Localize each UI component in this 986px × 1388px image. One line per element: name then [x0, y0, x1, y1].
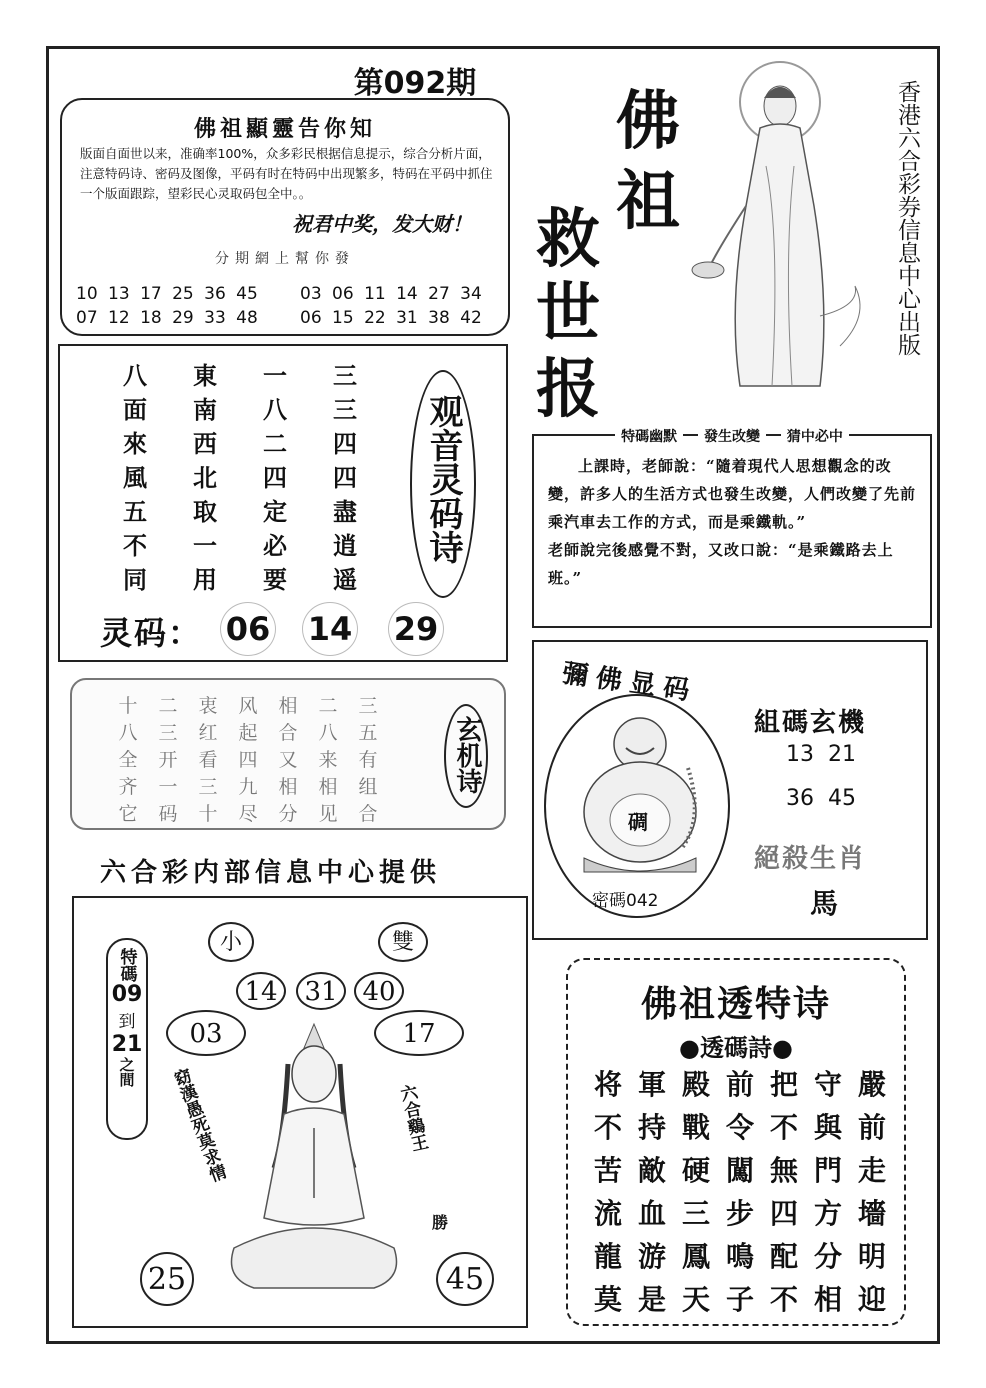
poem-char: 南 [193, 395, 217, 424]
tou-te-char: 步 [725, 1197, 754, 1230]
tou-te-char: 守 [813, 1068, 842, 1101]
guanyin-seated-illustration [214, 1018, 414, 1308]
tou-te-char: 嚴 [857, 1068, 886, 1101]
poem-char: 四 [333, 429, 357, 458]
poem-char: 不 [123, 531, 147, 560]
xuanji-char: 风 [238, 695, 258, 717]
tou-te-char: 是 [637, 1283, 666, 1316]
poem-char: 盡 [333, 497, 357, 526]
xuanji-char: 三 [198, 776, 218, 798]
tou-te-char: 天 [681, 1283, 710, 1316]
tou-te-char: 持 [637, 1111, 666, 1144]
tou-te-char: 明 [857, 1240, 886, 1273]
title-char-2: 祖 [616, 164, 680, 239]
combo-row-2: 36 45 [786, 786, 856, 811]
xuanji-scroll [70, 678, 506, 830]
combo-row-1: 13 21 [786, 742, 856, 767]
notice-subtitle: 分期網上幫你發 [215, 251, 355, 267]
xuanji-char: 全 [118, 749, 138, 771]
tou-te-char: 血 [637, 1197, 666, 1230]
title-char-3: 救 [536, 202, 600, 277]
top-number-2: 31 [296, 972, 346, 1010]
tou-te-char: 配 [769, 1240, 798, 1273]
tou-te-char: 闖 [725, 1154, 754, 1187]
poem-char: 來 [123, 429, 147, 458]
joke-header-left: 特碼幽默 [615, 429, 683, 445]
xuanji-char: 相 [278, 776, 298, 798]
number-row-2-left: 07 12 18 29 33 48 [76, 308, 258, 328]
tou-te-char: 相 [813, 1283, 842, 1316]
poem-char: 八 [123, 361, 147, 390]
poem-char: 遥 [333, 565, 357, 594]
xuanji-char: 它 [118, 803, 138, 825]
number-row-1-left: 10 13 17 25 36 45 [76, 284, 258, 304]
tou-te-char: 不 [769, 1111, 798, 1144]
tou-te-title: 佛祖透特诗 [640, 983, 831, 1025]
xuanji-char: 二 [158, 695, 178, 717]
combo-title: 組碼玄機 [754, 708, 867, 738]
xuanji-char: 分 [278, 803, 298, 825]
notice-wish: 祝君中奖，发大财！ [292, 212, 472, 236]
buddha-arc-label: 彌佛显码 [560, 658, 700, 708]
poem-char: 一 [263, 361, 287, 390]
xuanji-label: 玄机诗 [452, 716, 482, 794]
number-row-1-right: 03 06 11 14 27 34 [300, 284, 482, 304]
poem-char: 一 [193, 531, 217, 560]
poem-char: 五 [123, 497, 147, 526]
joke-body [548, 452, 922, 592]
xuanji-char: 起 [238, 722, 258, 744]
title-char-5: 报 [536, 352, 600, 427]
xuanji-char: 有 [358, 749, 378, 771]
tou-te-char: 前 [725, 1068, 754, 1101]
guanyin-poem-box [58, 344, 508, 662]
xuanji-char: 相 [278, 695, 298, 717]
poem-char: 四 [263, 463, 287, 492]
tou-te-grid [586, 1068, 894, 1317]
tou-te-char: 殿 [681, 1068, 710, 1101]
tou-te-char: 敵 [637, 1154, 666, 1187]
left-number: 03 [166, 1010, 246, 1056]
xuanji-char: 红 [198, 722, 218, 744]
xuanji-char: 四 [238, 749, 258, 771]
tou-te-char: 不 [593, 1111, 622, 1144]
tou-te-subtitle: ●透碼詩● [679, 1033, 793, 1062]
badge-double: 雙 [378, 922, 428, 962]
poem-char: 取 [193, 497, 217, 526]
range-card-end: 之間 [117, 1057, 136, 1087]
xuanji-char: 齐 [118, 776, 138, 798]
tou-te-poem-box [566, 958, 906, 1326]
poem-char: 風 [123, 463, 147, 492]
right-number: 17 [374, 1010, 464, 1056]
kill-zodiac-value: 馬 [810, 887, 839, 920]
tou-te-char: 令 [725, 1111, 754, 1144]
laughing-buddha-illustration [570, 708, 710, 878]
top-number-1: 14 [236, 972, 286, 1010]
tou-te-char: 迎 [857, 1283, 886, 1316]
tou-te-char: 不 [769, 1283, 798, 1316]
tou-te-char: 軍 [637, 1068, 666, 1101]
xuanji-char: 九 [238, 776, 258, 798]
tou-te-char: 游 [637, 1240, 666, 1273]
xuanji-char: 合 [358, 803, 378, 825]
joke-header-right: 猜中必中 [781, 429, 849, 445]
joke-header [534, 426, 930, 446]
tou-te-char: 門 [813, 1154, 842, 1187]
xuanji-char: 八 [118, 722, 138, 744]
buddha-box [532, 640, 928, 940]
top-number-3: 40 [354, 972, 404, 1010]
special-range-card [106, 938, 148, 1140]
poem-char: 逍 [333, 531, 357, 560]
xuanji-char: 又 [278, 749, 298, 771]
right-verse: 六合鷄王 [395, 1082, 429, 1154]
xuanji-char: 组 [358, 776, 378, 798]
title-char-4: 世 [536, 276, 600, 351]
xuanji-char: 三 [158, 722, 178, 744]
xuanji-char: 十 [118, 695, 138, 717]
notice-box [60, 98, 510, 336]
xuanji-char: 合 [278, 722, 298, 744]
buddha-belly-char: 碉 [628, 810, 648, 834]
tou-te-char: 把 [769, 1068, 798, 1101]
poem-label: 观音灵码诗 [423, 394, 463, 564]
xuanji-char: 一 [158, 776, 178, 798]
publisher-text: 香港六合彩券信息中心出版 [894, 80, 920, 356]
poem-char: 定 [263, 497, 287, 526]
poem-char: 同 [123, 565, 147, 594]
joke-header-mid: 發生改變 [698, 429, 766, 445]
range-card-mid: 到 [118, 1012, 136, 1032]
joke-box [532, 429, 932, 628]
tou-te-char: 戰 [681, 1111, 710, 1144]
xuanji-char: 十 [198, 803, 218, 825]
tou-te-char: 硬 [681, 1154, 710, 1187]
tou-te-char: 方 [813, 1197, 842, 1230]
tou-te-char: 流 [593, 1197, 622, 1230]
xuanji-label-oval [444, 704, 488, 808]
poem-char: 面 [123, 395, 147, 424]
tou-te-char: 鳴 [725, 1240, 754, 1273]
poem-label-oval [410, 370, 476, 598]
right-verse-tail: 勝 [432, 1213, 449, 1232]
xuanji-char: 五 [358, 722, 378, 744]
tou-te-char: 将 [593, 1068, 622, 1101]
tou-te-char: 鳳 [681, 1240, 710, 1273]
special-number-box [72, 896, 528, 1328]
linma-number-2: 14 [302, 602, 358, 656]
bottom-left-number: 25 [140, 1252, 194, 1306]
tou-te-char: 莫 [593, 1283, 622, 1316]
poem-char: 東 [193, 361, 217, 390]
range-card-top: 特碼 [116, 948, 137, 982]
xuanji-char: 看 [198, 749, 218, 771]
tou-te-char: 走 [857, 1154, 886, 1187]
xuanji-char: 开 [158, 749, 178, 771]
xuanji-char: 码 [158, 803, 178, 825]
poem-char: 必 [263, 531, 287, 560]
tou-te-char: 四 [769, 1197, 798, 1230]
poem-char: 四 [333, 463, 357, 492]
title-char-1: 佛 [616, 84, 680, 159]
poem-char: 要 [263, 565, 287, 594]
range-card-from: 09 [111, 982, 143, 1007]
poem-grid [100, 362, 380, 593]
password-text: 密碼042 [592, 891, 659, 911]
joke-paragraph-2: 老師說完後感覺不對，又改口說：“是乘鐵路去上班。” [548, 541, 894, 587]
poem-char: 用 [193, 565, 217, 594]
tou-te-char: 子 [725, 1283, 754, 1316]
badge-small: 小 [208, 922, 254, 962]
tou-te-char: 墻 [857, 1197, 886, 1230]
kill-zodiac-title: 絕殺生肖 [754, 844, 867, 874]
xuanji-char: 八 [318, 722, 338, 744]
poem-char: 二 [263, 429, 287, 458]
guanyin-standing-illustration [680, 56, 880, 396]
tou-te-char: 龍 [593, 1240, 622, 1273]
tou-te-char: 三 [681, 1197, 710, 1230]
xuanji-char: 二 [318, 695, 338, 717]
linma-label: 灵码： [100, 614, 203, 652]
number-row-2-right: 06 15 22 31 38 42 [300, 308, 482, 328]
poem-char: 北 [193, 463, 217, 492]
issue-number: 第092期 [353, 66, 477, 101]
xuanji-char: 三 [358, 695, 378, 717]
linma-number-1: 06 [220, 602, 276, 656]
notice-title: 佛祖顯靈告你知 [193, 116, 376, 142]
tou-te-char: 與 [813, 1111, 842, 1144]
xuanji-char: 衷 [198, 695, 218, 717]
poem-char: 西 [193, 429, 217, 458]
xuanji-char: 来 [318, 749, 338, 771]
xuanji-char: 相 [318, 776, 338, 798]
tou-te-char: 前 [857, 1111, 886, 1144]
notice-body: 版面自面世以来，准确率100%，众多彩民根据信息提示，综合分析片面，注意特码诗、密码及图像，平码有时在特码中出现繁多，特码在平码中抓住一个版面跟踪，望彩民心灵取码包全中。。 [80, 146, 493, 201]
left-verse: 窈漢愚死莫求情 [168, 1066, 228, 1186]
poem-char: 三 [333, 395, 357, 424]
xuanji-char: 尽 [238, 803, 258, 825]
xuanji-char: 见 [318, 803, 338, 825]
bottom-right-number: 45 [436, 1252, 494, 1306]
provider-line: 六合彩内部信息中心提供 [100, 858, 442, 888]
tou-te-char: 苦 [593, 1154, 622, 1187]
tou-te-char: 分 [813, 1240, 842, 1273]
poem-char: 三 [333, 361, 357, 390]
tou-te-char: 無 [769, 1154, 798, 1187]
poem-char: 八 [263, 395, 287, 424]
xuanji-grid [108, 694, 388, 826]
range-card-to: 21 [111, 1032, 143, 1057]
linma-number-3: 29 [388, 602, 444, 656]
joke-paragraph-1: 上課時，老師說：“隨着現代人思想觀念的改變，許多人的生活方式也發生改變，人們改變了先前乘汽車去工作的方式，而是乘鐵軌。” [548, 457, 917, 531]
